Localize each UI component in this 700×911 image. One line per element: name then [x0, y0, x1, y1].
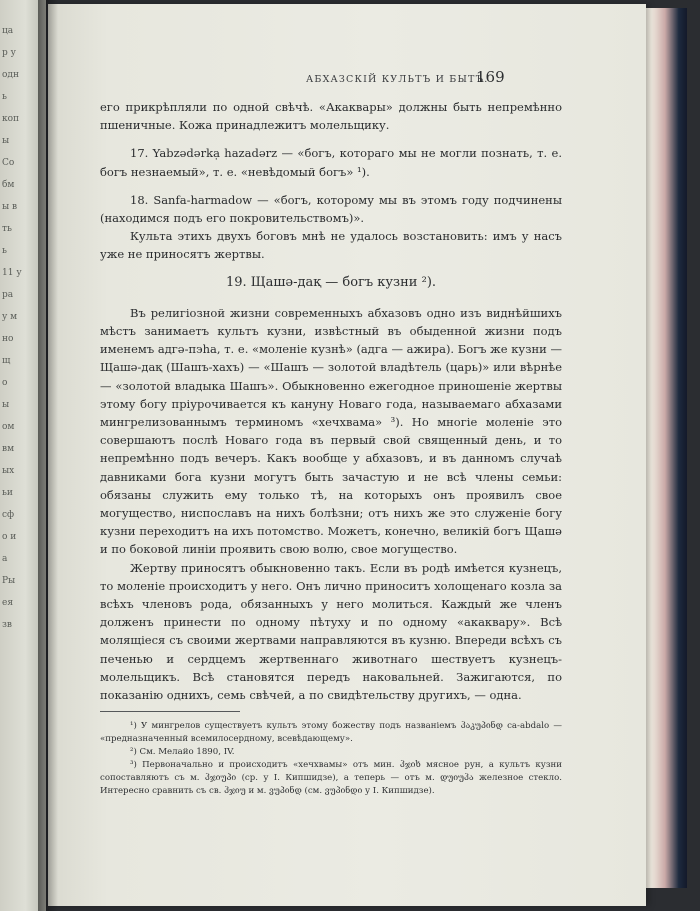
left-page-fragment: одн: [2, 70, 19, 80]
book-page: [48, 4, 646, 906]
left-page-fragment: щ: [2, 356, 11, 366]
paragraph-1: его прикрѣпляли по одной свѣчѣ. «Акаквары» должны быть непремѣнно пшеничные. Кожа принадлежитъ молельщику.: [100, 100, 562, 133]
left-page-fragment: ьи: [2, 488, 13, 498]
left-page-fragment: ом: [2, 422, 15, 432]
body-text: [100, 98, 562, 704]
footnote-1: ¹) У мингрелов существуетъ культъ этому божеству подъ названіемъ ჰაკუპინდ ca-abdalo — «предназначенный всемилосердному, всевѣдающему».: [100, 721, 562, 744]
left-page-fragment: о: [2, 378, 8, 388]
running-head: АБХАЗСКІЙ КУЛЬТЪ И БЫТЪ.: [306, 74, 489, 85]
footnotes: [100, 720, 562, 798]
paragraph-deity-17: 17. Yabzədərkạ hazadərz — «богъ, котораго мы не могли познать, т. е. богъ незнаемый», т. е. «невѣдомый богъ» ¹).: [100, 146, 562, 179]
paragraph-sacrifice: Жертву приносятъ обыкновенно такъ. Если въ родѣ имѣется кузнецъ, то моленіе происходитъ у него. Онъ лично приноситъ холощенаго козла за всѣхъ членовъ рода, обязанныхъ у него молиться. Каждый же членъ долженъ принести по одному пѣтуху и по одному «акаквару». Всѣ молящіеся съ своими жертвами направляются въ кузню. Впереди всѣхъ съ печенью и сердцемъ жертвеннаго животнаго шествуетъ кузнецъ-молельщикъ. Всѣ становятся передъ наковальней. Зажигаются, по показанію однихъ, семь свѣчей, а по свидѣтельству другихъ, — одна.: [100, 560, 562, 703]
left-page-fragment: коп: [2, 114, 20, 124]
left-page-fragment: 11 у: [2, 268, 22, 278]
paragraph-deity-18: 18. Sanfa-harmadow — «богъ, которому мы въ этомъ году подчинены (находимся подъ его покровительствомъ)».: [100, 192, 562, 226]
footnote-2: ²) См. Мелайо 1890, IV.: [130, 747, 235, 757]
section-heading-19: 19. Щашə-дақ — богъ кузни ²).: [225, 274, 437, 290]
left-page-fragment: вм: [2, 444, 15, 454]
left-page-fragment: ы: [2, 400, 10, 410]
left-page-fragment: р у: [2, 48, 16, 58]
left-page-fragment: ы: [2, 136, 10, 146]
left-page-fragment: ра: [2, 290, 14, 300]
left-page-fragment: ца: [2, 26, 14, 36]
paragraph-kuznya-cult: Въ религіозной жизни современныхъ абхазовъ одно изъ виднѣйшихъ мѣстъ занимаетъ культъ кузни, извѣстный въ обыденной жизни подъ именемъ адгə-пэһа, т. е. «моленіе кузнѣ» (адга — ажира). Богъ же кузни — Щашə-дақ (Шашъ-хахъ) — «Шашъ — золотой владѣтель (царь)» или вѣрнѣе — «золотой владыка Шашъ». Обыкновенно ежегодное приношеніе жертвы этому богу пріурочивается къ кануну Новаго года, называемаго абхазами мингрелизованнымъ терминомъ «хечхвама» ³). Но многіе моленіе это совершаютъ послѣ Новаго года въ первый свой священный день, и то непремѣнно подъ вечеръ. Какъ вообще у абхазовъ, и въ данномъ случаѣ давниками бога кузни могутъ быть зачастую и не всѣ члены семьи: обязаны служить ему только тѣ, на которыхъ онъ проявилъ свое могущество, ниспославъ на нихъ болѣзни; отъ нихъ же это служеніе богу кузни переходитъ на ихъ потомство. Можетъ, конечно, великій богъ Щашə и по боковой линіи проявить свою волю, свое могущество.: [100, 305, 562, 557]
left-page-fragment: а: [2, 554, 8, 564]
left-page-fragment: ть: [2, 224, 12, 234]
footnote-3: ³) Первоначально и происходитъ «хечхвамы» отъ мин. ჰჯიხ мясное рун, а культъ кузни сопоставляютъ съ м. ჰჯიუპი (ср. у І. Кипшидзе), а теперь — отъ м. დუიუჰა железное стекло. Интересно сравнить съ св. ჰჯიუ и м. ვუპინდ (см. ვუპინდი у І. Кипшидзе).: [100, 760, 562, 796]
left-page-fragment: ых: [2, 466, 15, 476]
left-page-fragment: у м: [2, 312, 18, 322]
gutter-shadow: [38, 0, 58, 911]
left-page-fragment: ы в: [2, 202, 18, 212]
left-page-fragment: Со: [2, 158, 15, 168]
left-page-fragment: ь: [2, 246, 7, 256]
left-page-fragment: но: [2, 334, 14, 344]
left-page-fragment: сф: [2, 510, 15, 520]
left-page-fragment: ь: [2, 92, 7, 102]
left-page-fragment: ея: [2, 598, 14, 608]
left-page-fragment: Ры: [2, 576, 16, 586]
paragraph-cult-note: Культа этихъ двухъ боговъ мнѣ не удалось возстановить: имъ у насъ уже не приносятъ жертвы.: [100, 229, 562, 262]
left-page-fragment: зв: [2, 620, 12, 630]
footnote-divider: [100, 711, 240, 712]
left-page-fragment: бм: [2, 180, 15, 190]
left-page-fragment: о и: [2, 532, 17, 542]
page-number: 169: [476, 68, 505, 86]
left-page-text-fragments: [2, 20, 40, 636]
